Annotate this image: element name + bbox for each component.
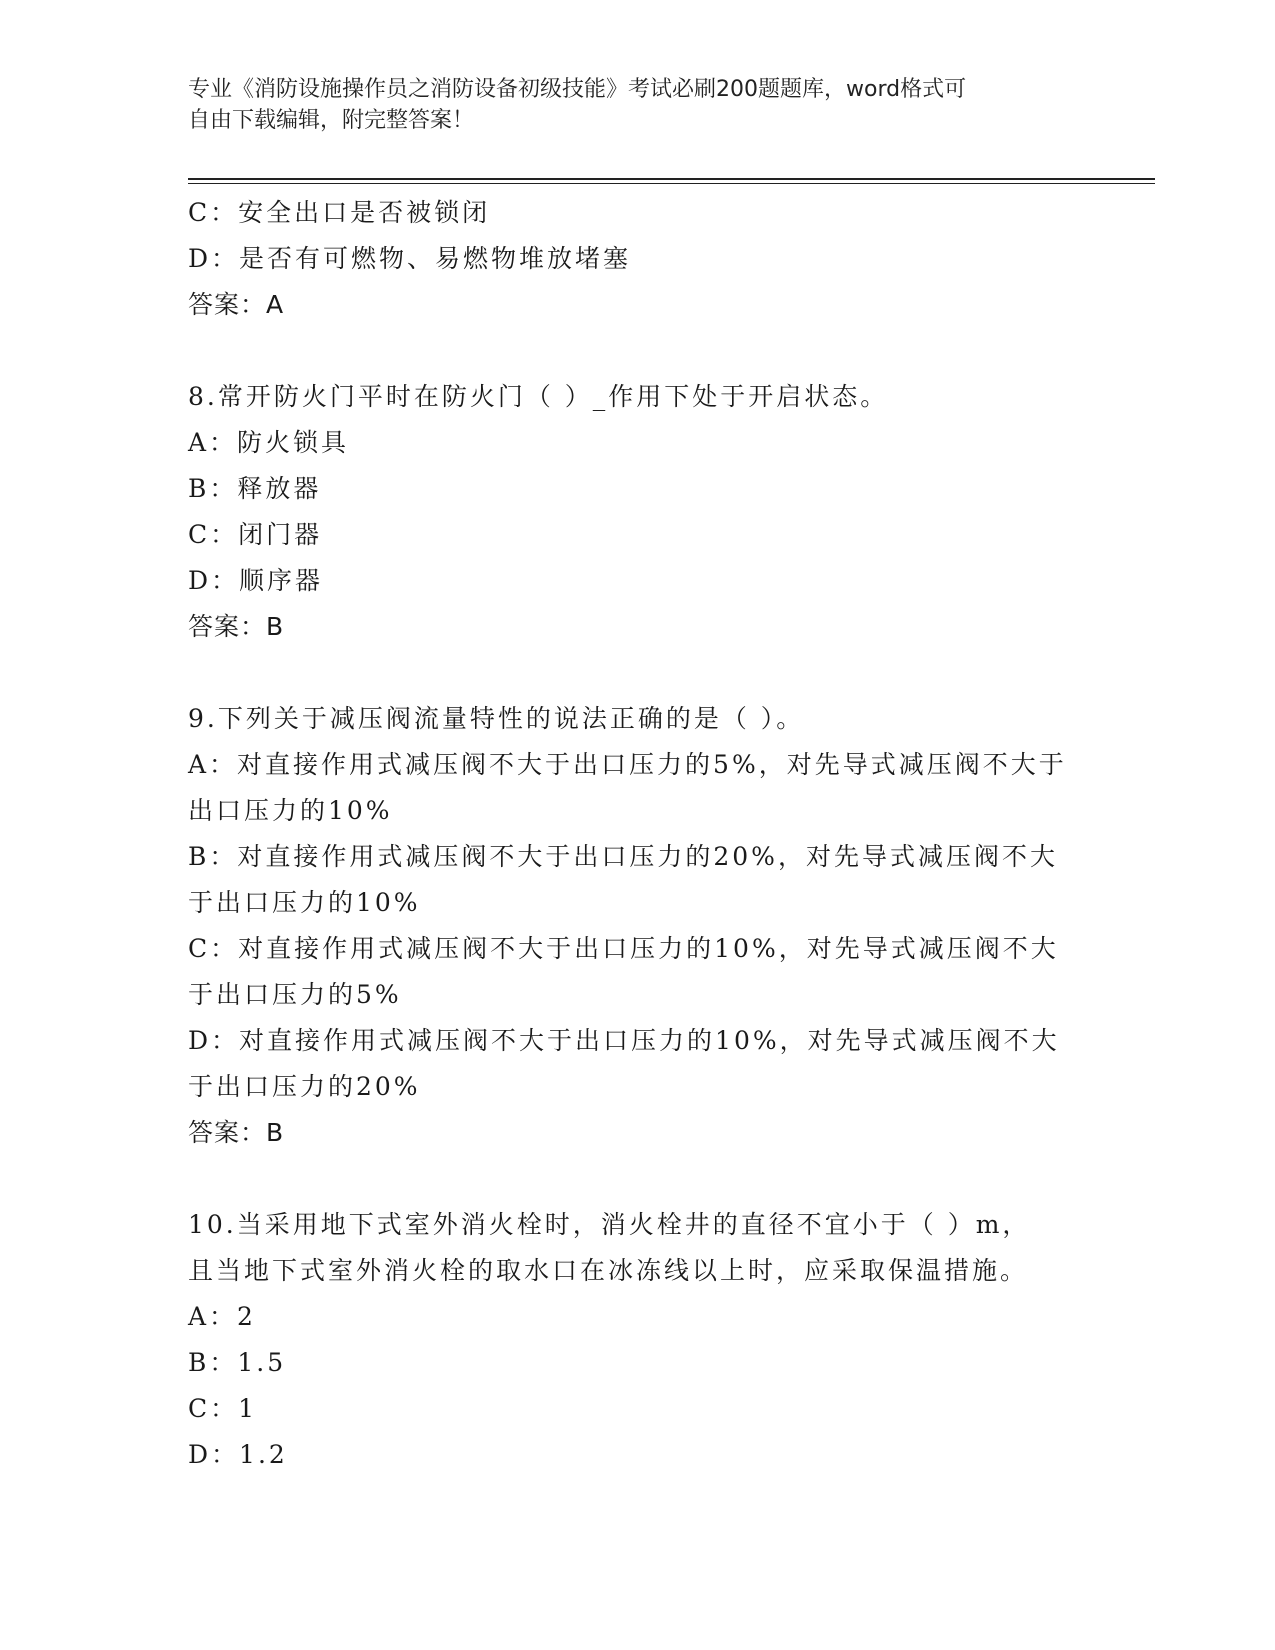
q8-option-b: B：释放器 xyxy=(188,474,322,503)
question-9-block xyxy=(188,696,1088,1156)
q9-question: 9.下列关于减压阀流量特性的说法正确的是（ ）。 xyxy=(188,704,805,733)
header-divider-thick xyxy=(188,178,1155,180)
q10-question-line-2: 且当地下式室外消火栓的取水口在冰冻线以上时，应采取保温措施。 xyxy=(188,1256,1029,1285)
question-8-block xyxy=(188,374,1088,650)
q8-question: 8.常开防火门平时在防火门（ ）_作用下处于开启状态。 xyxy=(188,382,889,411)
header-divider-thin xyxy=(188,183,1155,184)
q10-option-b: B：1.5 xyxy=(188,1348,287,1377)
header-title-line-1: 专业《消防设施操作员之消防设备初级技能》考试必刷200题题库，word格式可 xyxy=(188,77,967,102)
q8-answer: 答案：B xyxy=(188,612,285,641)
spacer xyxy=(188,650,1088,696)
q9-option-d-line-1: D：对直接作用式减压阀不大于出口压力的10%，对先导式减压阀不大 xyxy=(188,1026,1060,1055)
q9-option-b-line-2: 于出口压力的10% xyxy=(188,888,421,917)
q9-option-a-line-2: 出口压力的10% xyxy=(188,796,393,825)
document-header xyxy=(188,74,1088,136)
q8-option-c: C：闭门器 xyxy=(188,520,323,549)
q10-question-line-1: 10.当采用地下式室外消火栓时，消火栓井的直径不宜小于（ ）m， xyxy=(188,1210,1031,1239)
q8-option-d: D：顺序器 xyxy=(188,566,324,595)
question-list xyxy=(188,190,1088,1478)
q10-option-d: D：1.2 xyxy=(188,1440,288,1469)
q9-option-b-line-1: B：对直接作用式减压阀不大于出口压力的20%，对先导式减压阀不大 xyxy=(188,842,1058,871)
q7-option-d: D：是否有可燃物、易燃物堆放堵塞 xyxy=(188,244,632,273)
spacer xyxy=(188,1156,1088,1202)
q9-option-a-line-1: A：对直接作用式减压阀不大于出口压力的5%，对先导式减压阀不大于 xyxy=(188,750,1067,779)
q7-option-c: C：安全出口是否被锁闭 xyxy=(188,198,491,227)
q9-answer: 答案：B xyxy=(188,1118,285,1147)
q10-option-a: A：2 xyxy=(188,1302,256,1331)
q8-option-a: A：防火锁具 xyxy=(188,428,350,457)
q10-option-c: C：1 xyxy=(188,1394,258,1423)
q9-option-c-line-1: C：对直接作用式减压阀不大于出口压力的10%，对先导式减压阀不大 xyxy=(188,934,1059,963)
spacer xyxy=(188,328,1088,374)
q7-answer: 答案：A xyxy=(188,290,285,319)
question-10-block xyxy=(188,1202,1088,1478)
q9-option-c-line-2: 于出口压力的5% xyxy=(188,980,402,1009)
question-7-block xyxy=(188,190,1088,328)
header-title-line-2: 自由下载编辑，附完整答案！ xyxy=(188,108,475,133)
q9-option-d-line-2: 于出口压力的20% xyxy=(188,1072,421,1101)
